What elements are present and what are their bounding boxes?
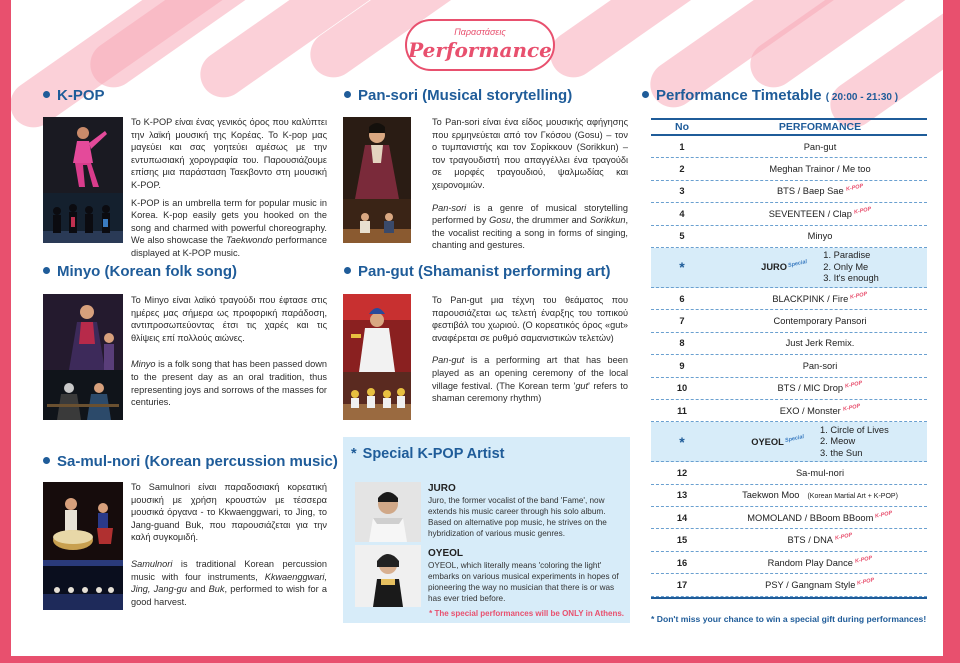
minyo-greek-text: Το Minyo είναι λαϊκό τραγούδι που έφτασε στις ημέρες μας σήμερα ως προφορική παράδοση, αντιπροσωπεύοντας έτσι τις χαρές και τις θλίψεις επί πολλούς αιώνες. <box>131 295 327 343</box>
song-item: 2. Meow <box>820 436 856 447</box>
timetable-special-row <box>651 422 927 462</box>
row-number: 13 <box>676 490 688 501</box>
brochure-page <box>11 0 943 656</box>
timetable-special-row <box>651 248 927 288</box>
kpop-tag: K-POP <box>845 183 864 194</box>
samulnori-photo-stage <box>43 560 123 610</box>
table-row <box>651 158 927 180</box>
timetable-time: ( 20:00 - 21:30 ) <box>825 92 899 103</box>
special-tag: Special <box>784 433 805 444</box>
table-row <box>651 529 927 551</box>
pansori-photo-stage <box>343 199 411 243</box>
row-number: 16 <box>676 557 688 568</box>
table-row <box>651 203 927 225</box>
row-number: * <box>679 433 685 450</box>
kpop-photo-dancer <box>43 117 123 193</box>
table-row <box>651 355 927 377</box>
timetable-heading: Performance Timetable ( 20:00 - 21:30 ) <box>642 87 898 104</box>
row-number: 6 <box>679 293 685 304</box>
performance-title: PSY / Gangnam Style <box>765 579 856 590</box>
special-artist-name: JURO <box>761 262 788 273</box>
juro-photo <box>355 482 421 542</box>
kpop-greek-text: Το K-POP είναι ένας γενικός όρος που καλύπτει την λαϊκή μουσική της Κορέας. Το K-pop μας μαγεύει και σας γοητεύει αμέσως με την εντυπωσιακή χορογραφία του. Παρουσιάζουμε επίσης μια παράσταση Ταεκβοντο στη μουσική K-POP. <box>131 117 327 190</box>
oyeol-name: OYEOL <box>428 548 464 559</box>
performance-title: Sa-mul-nori <box>795 467 845 478</box>
col-no-header: No <box>675 121 689 133</box>
samulnori-english-text: Samulnori is traditional Korean percussion music with four instruments, Kkwaenggwari, Jing, Jang-gu and Buk, performed to wish for a good harvest. <box>131 558 328 607</box>
pansori-description <box>432 116 628 257</box>
song-item: 2. Only Me <box>823 261 869 272</box>
table-row <box>651 136 927 158</box>
row-number: 11 <box>677 405 687 416</box>
table-row <box>651 226 927 248</box>
timetable-body <box>651 136 927 597</box>
table-row <box>651 333 927 355</box>
kpop-tag: K-POP <box>854 554 873 565</box>
song-item: 1. Paradise <box>823 250 871 261</box>
pangut-heading: Pan-gut (Shamanist performing art) <box>344 263 611 280</box>
pangut-english-text: Pan-gut is a performing art that has been played as an opening ceremony of the local village festival. (The Korean term 'gut' refers to shaman ceremony rhythm) <box>432 355 628 404</box>
special-note: * The special performances will be ONLY in Athens. <box>429 609 624 618</box>
row-number: 5 <box>679 231 685 242</box>
kpop-description <box>131 116 327 265</box>
performance-title: BLACKPINK / Fire <box>772 293 849 304</box>
pangut-description <box>432 294 628 410</box>
samulnori-photo-drummers <box>43 482 123 560</box>
row-number: 9 <box>679 360 685 371</box>
performance-title: EXO / Monster <box>779 405 841 416</box>
pangut-photo-performer <box>343 294 411 372</box>
kpop-english-text: K-POP is an umbrella term for popular music in Korea. K-pop easily gets you hooked on the song and charmed with powerful choreography. We also showcase the Taekwondo performance displayed at K-POP music. <box>131 197 327 258</box>
minyo-heading: Minyo (Korean folk song) <box>43 263 237 280</box>
row-number: 17 <box>676 579 688 590</box>
performance-title: SEVENTEEN / Clap <box>768 208 852 219</box>
table-row <box>651 310 927 332</box>
timetable-header-row <box>651 118 927 136</box>
minyo-photo-musicians <box>43 370 123 420</box>
table-row <box>651 552 927 574</box>
table-row <box>651 400 927 422</box>
pangut-photo-crowd <box>343 372 411 420</box>
kpop-tag: K-POP <box>856 577 876 587</box>
performance-title: Contemporary Pansori <box>773 316 867 327</box>
performance-title: MOMOLAND / BBoom BBoom <box>747 512 874 523</box>
table-row <box>651 507 927 529</box>
kpop-tag: K-POP <box>842 402 861 413</box>
juro-bio: Juro, the former vocalist of the band 'Fame', now extends his music career through his solo album. Based on alternative pop music, he strives on the hybridization of various music genres. <box>428 496 607 538</box>
row-number: 12 <box>676 467 688 478</box>
row-number: * <box>679 259 685 276</box>
special-heading: * Special K-POP Artist <box>351 446 505 462</box>
song-item: 1. Circle of Lives <box>820 424 889 435</box>
title-greek: Παραστάσεις <box>454 27 506 37</box>
timetable <box>651 118 927 599</box>
samulnori-greek-text: Το Samulnori είναι παραδοσιακή κορεατική μουσική με χρήση κρουστών με τέσσερα μουσικά όργανα - το Kkwaenggwari, το Jing, το Jang-guand Buk, που παρουσιάζεται για την καλή συγκομιδή. <box>131 482 327 543</box>
special-tag: Special <box>787 259 808 270</box>
row-number: 1 <box>679 141 685 152</box>
table-row <box>651 574 927 596</box>
performance-title: Taekwon Moo <box>742 490 800 501</box>
special-performance <box>713 250 927 285</box>
pansori-english-text: Pan-sori is a genre of musical storytelling performed by Gosu, the drummer and Sorikkun, the vocalist reciting a song in forms of singing, chanting and gestures. <box>432 202 628 251</box>
kpop-heading: K-POP <box>43 87 105 104</box>
row-number: 4 <box>679 208 685 219</box>
pansori-greek-text: Το Pan-sori είναι ένα είδος μουσικής αφήγησης που ερμηνεύεται από τον Γκόσου (Gosu) – τον ο τυμπανιστής και τον Σορίκκουν (Sorikkun) – τον τραγουδιστή που απαγγέλλει ένα τραγούδι σε μορφές τραγουδιού, ψαλμωδίας και χειρονομιών. <box>432 117 628 190</box>
timetable-footnote: * Don't miss your chance to win a special gift during performances! <box>651 614 927 624</box>
performance-title: Random Play Dance <box>767 557 853 568</box>
pangut-greek-text: Το Pan-gut μια τέχνη του θεάματος που παρουσιάζεται ως τελετή έναρξης του τοπικού φεστιβάλ του χωριού. (Ο κορεατικός όρος «gut» αναφέρεται σε ρυθμό σαμανιστικών τελετών) <box>432 295 628 343</box>
table-row <box>651 378 927 400</box>
oyeol-bio: OYEOL, which literally means 'coloring the light' embarks on various musical experiments in hopes of pioneering the way no musician that there is or was has ever tried before. <box>428 561 619 603</box>
performance-subtitle: (Korean Martial Art + K-POP) <box>807 493 898 501</box>
kpop-tag: K-POP <box>874 510 894 520</box>
kpop-tag: K-POP <box>844 380 863 390</box>
special-artist-box <box>343 437 630 623</box>
row-number: 15 <box>676 535 688 546</box>
kpop-tag: K-POP <box>834 532 853 542</box>
oyeol-photo <box>355 545 421 607</box>
table-row <box>651 462 927 484</box>
row-number: 3 <box>679 186 685 197</box>
special-artist-name: OYEOL <box>751 436 784 447</box>
pansori-photo-singer <box>343 117 411 199</box>
song-item: 3. the Sun <box>820 447 863 458</box>
kpop-tag: K-POP <box>849 290 869 301</box>
minyo-description <box>131 294 327 414</box>
pansori-heading: Pan-sori (Musical storytelling) <box>344 87 572 104</box>
kpop-tag: K-POP <box>853 206 872 216</box>
performance-title: Meghan Trainor / Me too <box>769 164 871 175</box>
row-number: 10 <box>676 383 688 394</box>
table-row <box>651 288 927 310</box>
performance-title: Minyo <box>807 231 833 242</box>
title-english: Performance <box>408 38 552 62</box>
samulnori-heading: Sa-mul-nori (Korean percussion music) <box>43 453 338 470</box>
minyo-photo-singer <box>43 294 123 370</box>
performance-title: Pan-gut <box>803 141 837 152</box>
juro-name: JURO <box>428 483 456 494</box>
row-number: 7 <box>679 316 685 327</box>
title-badge <box>405 19 555 71</box>
row-number: 8 <box>679 338 685 349</box>
performance-title: BTS / MIC Drop <box>777 383 844 394</box>
samulnori-description <box>131 481 327 613</box>
minyo-english-text: Minyo is a folk song that has been passed down to the present day as an oral tradition, thus representing joys and sorrows of the masses for centuries. <box>131 359 327 408</box>
performance-title: Just Jerk Remix. <box>785 338 855 349</box>
performance-title: BTS / Baep Sae <box>776 186 844 197</box>
kpop-photo-group <box>43 193 123 243</box>
song-item: 3. It's enough <box>823 273 879 284</box>
special-performance <box>713 425 927 460</box>
row-number: 2 <box>679 164 685 175</box>
performance-title: Pan-sori <box>802 360 838 371</box>
table-row <box>651 181 927 203</box>
row-number: 14 <box>676 512 688 523</box>
col-performance-header: PERFORMANCE <box>778 121 862 133</box>
performance-title: BTS / DNA <box>787 535 834 546</box>
table-row <box>651 485 927 507</box>
